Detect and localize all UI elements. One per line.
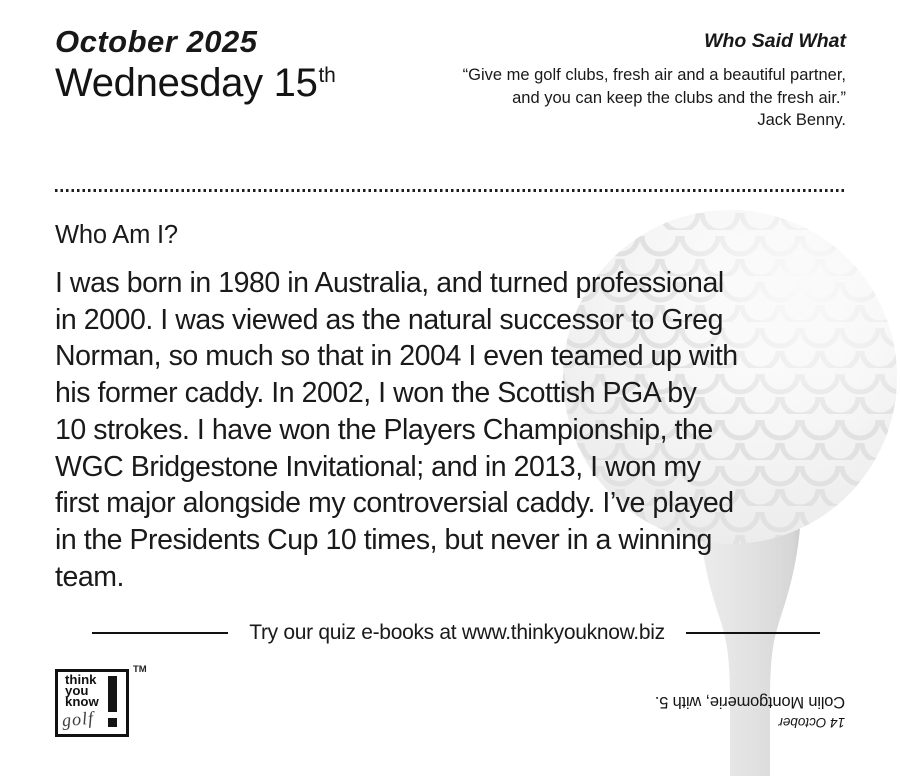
question-line: 10 strokes. I have won the Players Championship, the xyxy=(55,413,713,446)
question-line: I was born in 1980 in Australia, and turned professional xyxy=(55,267,724,299)
day-number: 15 xyxy=(273,61,318,105)
quiz-heading: Who Am I? xyxy=(55,221,178,249)
weekday-label: Wednesday xyxy=(55,61,263,105)
dotted-separator xyxy=(55,189,845,192)
trademark-symbol: TM xyxy=(133,664,147,675)
logo-word: you xyxy=(65,682,89,698)
logo-word: know xyxy=(65,693,99,709)
quote-line: and you can keep the clubs and the fresh air.” xyxy=(512,88,846,107)
previous-answer-upside-down xyxy=(655,691,845,731)
who-said-what-title: Who Said What xyxy=(704,30,846,52)
promo-label: Try our quiz e-books at www.thinkyouknow.biz xyxy=(249,621,665,644)
quiz-question-paragraph xyxy=(55,265,738,595)
question-line: first major alongside my controversial caddy. I’ve played xyxy=(55,487,734,520)
logo-word: think xyxy=(65,672,97,687)
quote-line: “Give me golf clubs, fresh air and a beautiful partner, xyxy=(462,66,846,84)
promo-banner xyxy=(55,620,857,646)
question-line: WGC Bridgestone Invitational; and in 2013, I won my xyxy=(55,450,701,483)
quote-text xyxy=(463,64,846,132)
previous-answer-text: Colin Montgomerie, with 5. xyxy=(654,693,845,711)
question-line: Norman, so much so that in 2004 I even teamed up with xyxy=(55,340,738,373)
logo-script-word: golf xyxy=(61,707,95,731)
promo-rule-right xyxy=(686,632,820,635)
promo-rule-left xyxy=(92,632,228,635)
exclamation-dot-icon xyxy=(108,718,117,727)
weekday-date-label xyxy=(55,61,335,106)
question-line: in 2000. I was viewed as the natural successor to Greg xyxy=(55,303,723,336)
day-ordinal-suffix: th xyxy=(318,64,336,87)
quote-attribution: Jack Benny. xyxy=(757,111,846,129)
logo-box xyxy=(55,669,129,737)
exclamation-mark-icon xyxy=(108,676,117,712)
month-year-label: October 2025 xyxy=(55,24,258,59)
previous-answer-block xyxy=(655,691,845,731)
brand-logo xyxy=(55,664,147,737)
previous-answer-date: 14 October xyxy=(778,715,845,730)
question-line: his former caddy. In 2002, I won the Scottish PGA by xyxy=(55,377,697,410)
question-line: in the Presidents Cup 10 times, but never in a winning xyxy=(55,523,712,556)
who-said-what-section xyxy=(463,30,846,132)
date-header xyxy=(55,24,335,106)
question-line: team. xyxy=(55,560,125,593)
logo-wordmark xyxy=(65,672,99,709)
